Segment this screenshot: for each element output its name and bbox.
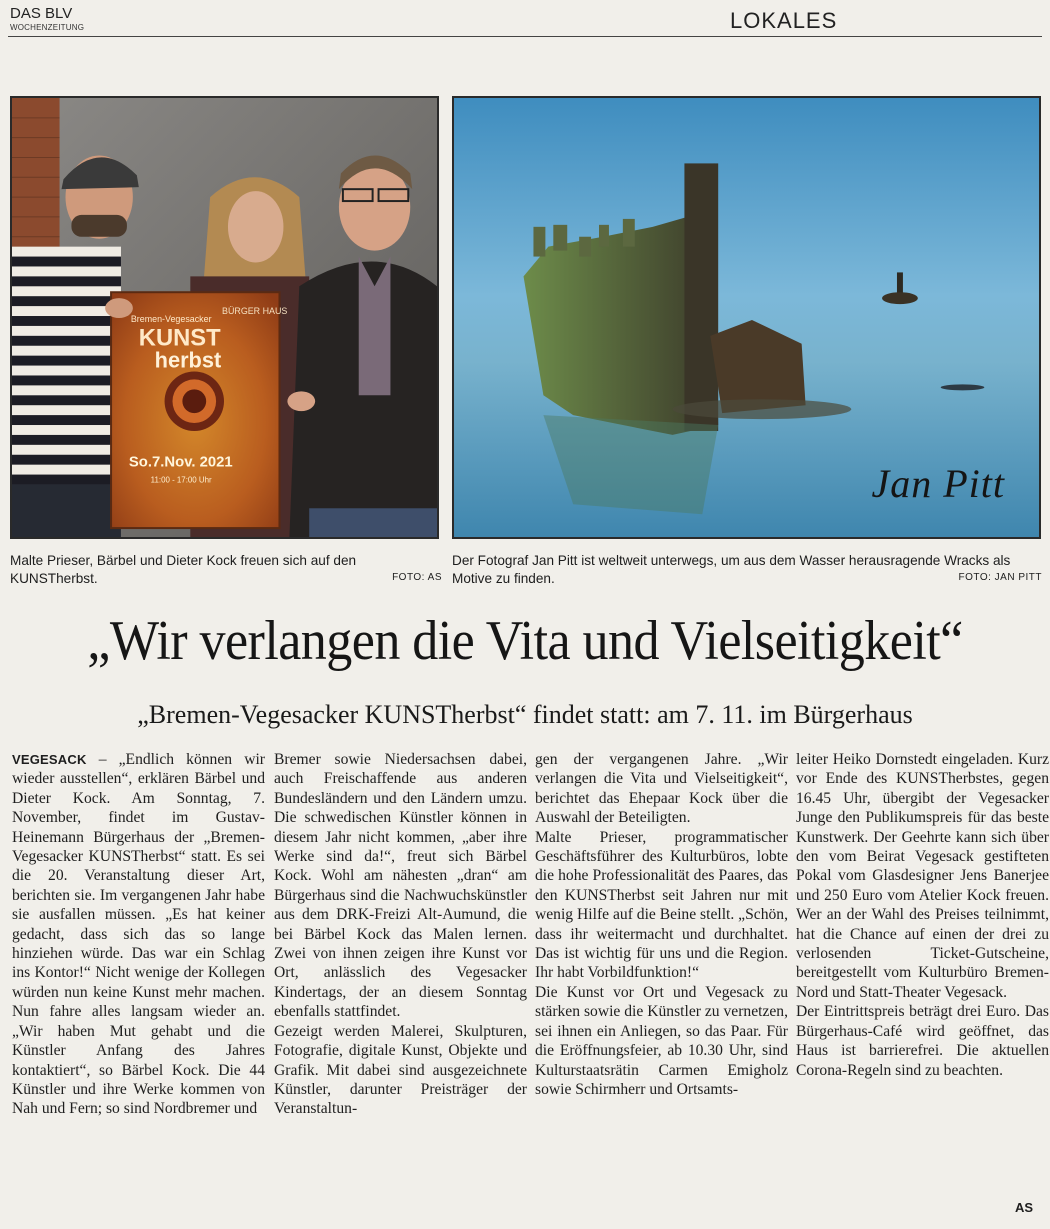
- article-paragraph: Die Kunst vor Ort und Vegesack zu stärken sowie die Künstler zu vernetzen, sei ihnen ein Anliegen, so das Paar. Für die Eröffnungsfeier, ab 10.30 Uhr, sind Kulturstaatsrätin Carmen Emigholz sowie Schirmherr und Ortsamts-: [535, 983, 788, 1098]
- photographer-signature: Jan Pitt: [871, 461, 1005, 506]
- photo-people-with-poster: [10, 96, 439, 539]
- article-column-3: [535, 750, 788, 1099]
- caption-left-credit: FOTO: AS: [392, 572, 442, 583]
- caption-right: [452, 552, 1042, 588]
- poster-venue: BÜRGER HAUS: [222, 306, 288, 317]
- photo-shipwreck: [452, 96, 1041, 539]
- poster-line1: Bremen-Vegesacker: [130, 313, 212, 324]
- article-paragraph: gen der vergangenen Jahre. „Wir verlangen die Vita und Vielseitigkeit“, berichtet das Ehepaar Kock über die Auswahl der Beteiligten.: [535, 751, 788, 827]
- poster-line2: KUNST: [138, 324, 221, 352]
- newspaper-brand: DAS BLV: [10, 5, 73, 22]
- article-headline: „Wir verlangen die Vita und Vielseitigkeit“: [87, 610, 963, 672]
- article-paragraph: leiter Heiko Dornstedt eingeladen. Kurz vor Ende des KUNSTherbstes, gegen 16.45 Uhr, übergibt der Vegesacker Junge den Publikumspreis für das beste Kunstwerk. Der Geehrte kann sich über den vom Beirat Vegesack gestifteten Pokal vom Glasdesigner Jens Banerjee und 250 Euro vom Atelier Kock freuen. Wer an der Wahl des Preises teilnimmt, hat die Chance auf einen der drei zu verlosenden Ticket-Gutscheine, bereitgestellt vom Kulturbüro Bremen-Nord und Statt-Theater Vegesack.: [796, 751, 1049, 1001]
- article-column-4: [796, 750, 1049, 1080]
- poster-date: So.7.Nov. 2021: [128, 454, 233, 471]
- caption-right-text: Der Fotograf Jan Pitt ist weltweit unterwegs, um aus dem Wasser herausragende Wracks als Motive zu finden.: [452, 553, 1011, 586]
- article-paragraph: Malte Prieser, programmatischer Geschäftsführer des Kulturbüros, lobte die hohe Professionalität des Paares, das den KUNSTherbst seit Jahren nur mit wenig Hilfe auf die Beine stellt. „Schön, dass ihr weitermacht und durchhaltet. Das ist wichtig für uns und die Region. Ihr habt Vorbildfunktion!“: [535, 828, 788, 982]
- newspaper-brand-subtitle: WOCHENZEITUNG: [10, 23, 85, 32]
- header-rule: [8, 36, 1042, 37]
- article-paragraph: Gezeigt werden Malerei, Skulpturen, Fotografie, digitale Kunst, Objekte und Grafik. Mit dabei sind ausgezeichnete Künstler, darunter Preisträger der Veranstaltun-: [274, 1022, 527, 1118]
- caption-left: [10, 552, 442, 588]
- section-title: LOKALES: [730, 8, 838, 33]
- article-author: AS: [1015, 1200, 1034, 1215]
- article-column-1: [12, 750, 265, 1119]
- article-subheadline: „Bremen-Vegesacker KUNSTherbst“ findet statt: am 7. 11. im Bürgerhaus: [137, 700, 913, 729]
- caption-left-text: Malte Prieser, Bärbel und Dieter Kock freuen sich auf den KUNSTherbst.: [10, 553, 357, 586]
- article-paragraph: [12, 750, 265, 1119]
- poster-time: 11:00 - 17:00 Uhr: [150, 475, 212, 485]
- caption-right-credit: FOTO: JAN PITT: [958, 572, 1042, 583]
- article-column-2: [274, 750, 527, 1119]
- article-dateline: VEGESACK: [12, 752, 87, 767]
- article-col1-text: – „Endlich können wir wieder ausstellen“, erklären Bärbel und Dieter Kock. Am Sonntag, 7. November, findet im Gustav-Heinemann Bürgerhaus der „Bremen-Vegesacker KUNSTherbst“ statt. Es sei die 20. Veranstaltung dieser Art, berichten sie. Im vergangenen Jahr habe sie ausfallen müssen. „Es hat keiner gedacht, dass sich das so lange hinziehen würde. Das war ein Schlag ins Kontor!“ Nicht wenige der Kollegen würden nun keine Kunst mehr machen. Nun fahre alles langsam wieder an. „Wir haben Mut gehabt und die Künstler Anfang des Jahres kontaktiert“, so Bärbel Kock. Die 44 Künstler und ihre Werke kommen von Nah und Fern; so sind Nordbremer und: [12, 751, 265, 1118]
- people-photo-illustration: [12, 98, 437, 537]
- article-paragraph: Der Eintrittspreis beträgt drei Euro. Das Bürgerhaus-Café wird geöffnet, das Haus ist barrierefrei. Die aktuellen Corona-Regeln sind zu beachten.: [796, 1003, 1049, 1079]
- article-paragraph: Bremer sowie Niedersachsen dabei, auch Freischaffende aus anderen Bundesländern und den Ländern umzu. Die schwedischen Künstler können in diesem Jahr nicht kommen, „aber ihre Werke sind da!“, freut sich Bärbel Kock. Wohl am nähesten „dran“ am Bürgerhaus sind die Nachwuchskünstler aus dem DRK-Freizi Alt-Aumund, die bei Bärbel Kock das Malen lernen. Zwei von ihnen zeigen ihre Kunst vor Ort, anlässlich des Vegesacker Kindertags, der an diesem Sonntag ebenfalls stattfindet.: [274, 751, 527, 1021]
- poster-line3: herbst: [154, 347, 222, 373]
